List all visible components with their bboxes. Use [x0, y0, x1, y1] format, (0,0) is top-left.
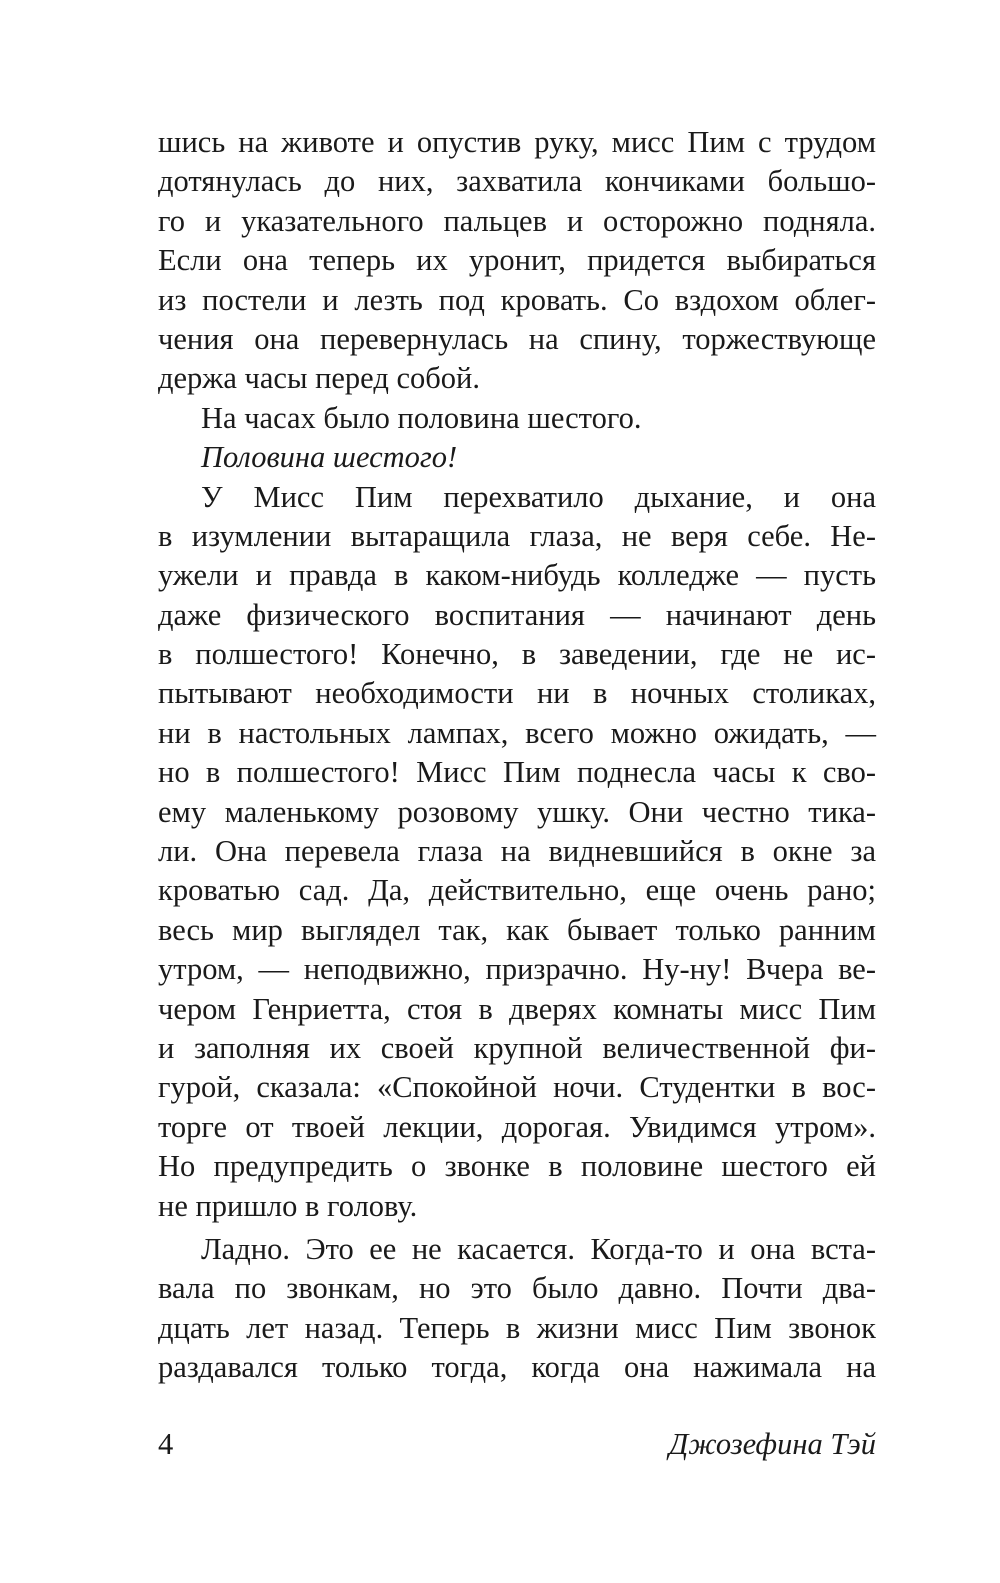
body-text	[158, 123, 876, 1388]
text-line: раздавался только тогда, когда она нажимала на	[158, 1350, 876, 1385]
text-line: в изумлении вытаращила глаза, не веря себе. Не-	[158, 518, 876, 553]
text-line: торге от твоей лекции, дорогая. Увидимся утром».	[158, 1109, 876, 1144]
text-line: даже физического воспитания — начинают день	[158, 597, 876, 632]
text-line: вала по звонкам, но это было давно. Почти два-	[158, 1271, 876, 1306]
text-line: дотянулась до них, захватила кончиками большо-	[158, 164, 876, 199]
text-line: утром, — неподвижно, призрачно. Ну-ну! Вчера ве-	[158, 952, 876, 987]
text-line: ни в настольных лампах, всего можно ожидать, —	[158, 715, 876, 750]
page-number: 4	[158, 1427, 174, 1461]
text-line: Ладно. Это ее не касается. Когда-то и она вста-	[201, 1231, 876, 1266]
running-author: Джозефина Тэй	[668, 1427, 876, 1461]
text-line: дцать лет назад. Теперь в жизни мисс Пим звонок	[158, 1310, 876, 1345]
text-line: Если она теперь их уронит, придется выбираться	[158, 243, 876, 278]
text-line: кроватью сад. Да, действительно, еще очень рано;	[158, 873, 876, 908]
text-line: в полшестого! Конечно, в заведении, где не ис-	[158, 637, 876, 672]
text-line: пытывают необходимости ни в ночных столиках,	[158, 676, 876, 711]
text-line: Но предупредить о звонке в половине шестого ей	[158, 1149, 876, 1184]
text-line: не пришло в голову.	[158, 1188, 418, 1223]
text-line: ли. Она перевела глаза на видневшийся в окне за	[158, 834, 876, 869]
text-line: весь мир выглядел так, как бывает только ранним	[158, 912, 876, 947]
page-footer	[158, 1427, 876, 1467]
text-line: ему маленькому розовому ушку. Они честно тика-	[158, 794, 876, 829]
text-line: У Мисс Пим перехватило дыхание, и она	[201, 479, 876, 514]
text-line: из постели и лезть под кровать. Со вздохом облег-	[158, 282, 876, 317]
text-line: На часах было половина шестого.	[201, 400, 642, 435]
text-line: шись на животе и опустив руку, мисс Пим с трудом	[158, 125, 876, 159]
text-line: но в полшестого! Мисс Пим поднесла часы к сво-	[158, 755, 876, 790]
text-line: гурой, сказала: «Спокойной ночи. Студентки в вос-	[158, 1070, 876, 1105]
text-line: и заполняя их своей крупной величественной фи-	[158, 1030, 876, 1065]
text-line: го и указательного пальцев и осторожно подняла.	[158, 203, 876, 238]
text-line: чения она перевернулась на спину, торжествующе	[158, 321, 876, 356]
text-line-italic: Половина шестого!	[201, 440, 458, 475]
text-line: чером Генриетта, стоя в дверях комнаты мисс Пим	[158, 991, 876, 1026]
text-line: ужели и правда в каком-нибудь колледже — пусть	[158, 558, 876, 593]
text-line: держа часы перед собой.	[158, 361, 480, 396]
